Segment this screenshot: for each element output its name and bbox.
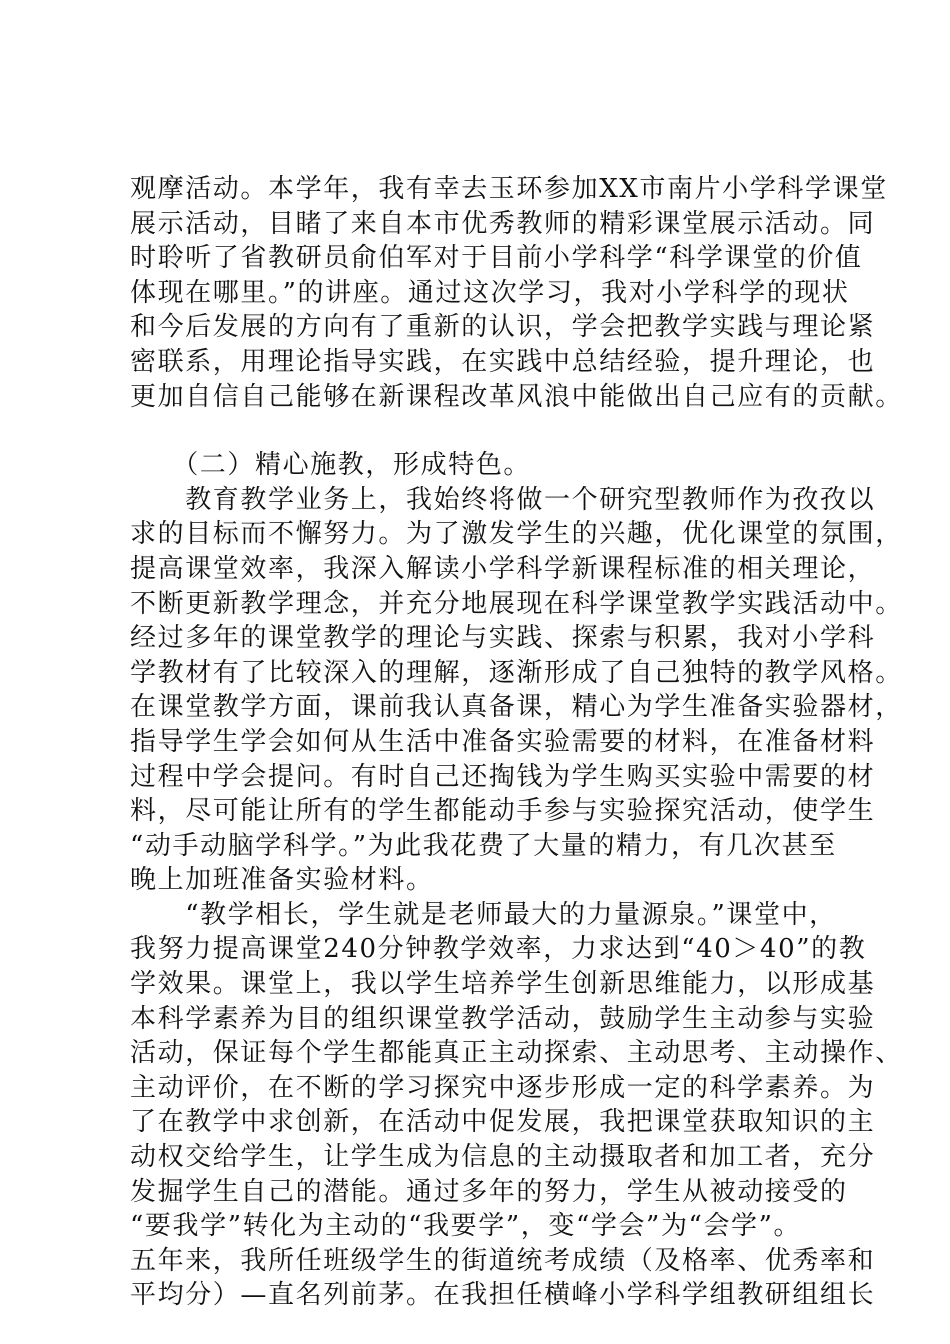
text-line: “动手动脑学科学。”为此我花费了大量的精力，有几次甚至: [130, 830, 837, 861]
text-line: 和今后发展的方向有了重新的认识，学会把教学实践与理论紧: [130, 312, 876, 343]
document-page: [130, 172, 903, 1313]
paragraph-observation: [130, 172, 903, 414]
text-line: 更加自信自己能够在新课程改革风浪中能做出自己应有的贡献。: [130, 381, 903, 412]
text-line: 发掘学生自己的潜能。通过多年的努力，学生从被动接受的: [130, 1176, 848, 1207]
paragraph-gap: [130, 414, 840, 448]
text-line: 指导学生学会如何从生活中准备实验需要的材料，在准备材料: [130, 726, 876, 757]
text-line: 平均分）—直名列前茅。在我担任横峰小学科学组教研组组长: [130, 1280, 876, 1311]
section-heading: （二）精心施教，形成特色。: [130, 450, 532, 481]
text-line: 求的目标而不懈努力。为了激发学生的兴趣，优化课堂的氛围，: [130, 519, 903, 550]
text-line: 展示活动，目睹了来自本市优秀教师的精彩课堂展示活动。同: [130, 208, 876, 239]
section-teaching: [130, 448, 903, 1313]
text-line: 活动，保证每个学生都能真正主动探索、主动思考、主动操作、: [130, 1038, 903, 1069]
text-line: 学效果。课堂上，我以学生培养学生创新思维能力，以形成基: [130, 969, 876, 1000]
text-line: 不断更新教学理念，并充分地展现在科学课堂教学实践活动中。: [130, 588, 903, 619]
text-line: 我努力提高课堂240分钟教学效率，力求达到“40＞40”的教: [130, 934, 867, 965]
text-line: 料，尽可能让所有的学生都能动手参与实验探究活动，使学生: [130, 796, 876, 827]
text-line: 本科学素养为目的组织课堂教学活动，鼓励学生主动参与实验: [130, 1003, 876, 1034]
text-line: 在课堂教学方面，课前我认真备课，精心为学生准备实验器材，: [130, 692, 903, 723]
text-line: 体现在哪里。”的讲座。通过这次学习，我对小学科学的现状: [130, 277, 850, 308]
text-line: 晚上加班准备实验材料。: [130, 865, 434, 896]
text-line: 经过多年的课堂教学的理论与实践、探索与积累，我对小学科: [130, 623, 876, 654]
text-line: 密联系，用理论指导实践，在实践中总结经验，提升理论，也: [130, 346, 876, 377]
text-line: 五年来，我所任班级学生的街道统考成绩（及格率、优秀率和: [130, 1245, 876, 1276]
text-line: 时聆听了省教研员俞伯军对于目前小学科学“科学课堂的价值: [130, 243, 863, 274]
text-line: “要我学”转化为主动的“我要学”，变“学会”为“会学”。: [130, 1211, 802, 1242]
text-line: 主动评价，在不断的学习探究中逐步形成一定的科学素养。为: [130, 1072, 876, 1103]
text-line: 过程中学会提问。有时自己还掏钱为学生购买实验中需要的材: [130, 761, 876, 792]
text-line: 了在教学中求创新，在活动中促发展，我把课堂获取知识的主: [130, 1107, 876, 1138]
text-line: 教育教学业务上，我始终将做一个研究型教师作为孜孜以: [130, 484, 876, 515]
text-line: 提高课堂效率，我深入解读小学科学新课程标准的相关理论，: [130, 553, 876, 584]
text-line: 动权交给学生，让学生成为信息的主动摄取者和加工者，充分: [130, 1142, 876, 1173]
text-line: “教学相长，学生就是老师最大的力量源泉。”课堂中，: [130, 899, 837, 930]
text-line: 观摩活动。本学年，我有幸去玉环参加XX市南片小学科学课堂: [130, 174, 888, 204]
text-line: 学教材有了比较深入的理解，逐渐形成了自己独特的教学风格。: [130, 657, 903, 688]
